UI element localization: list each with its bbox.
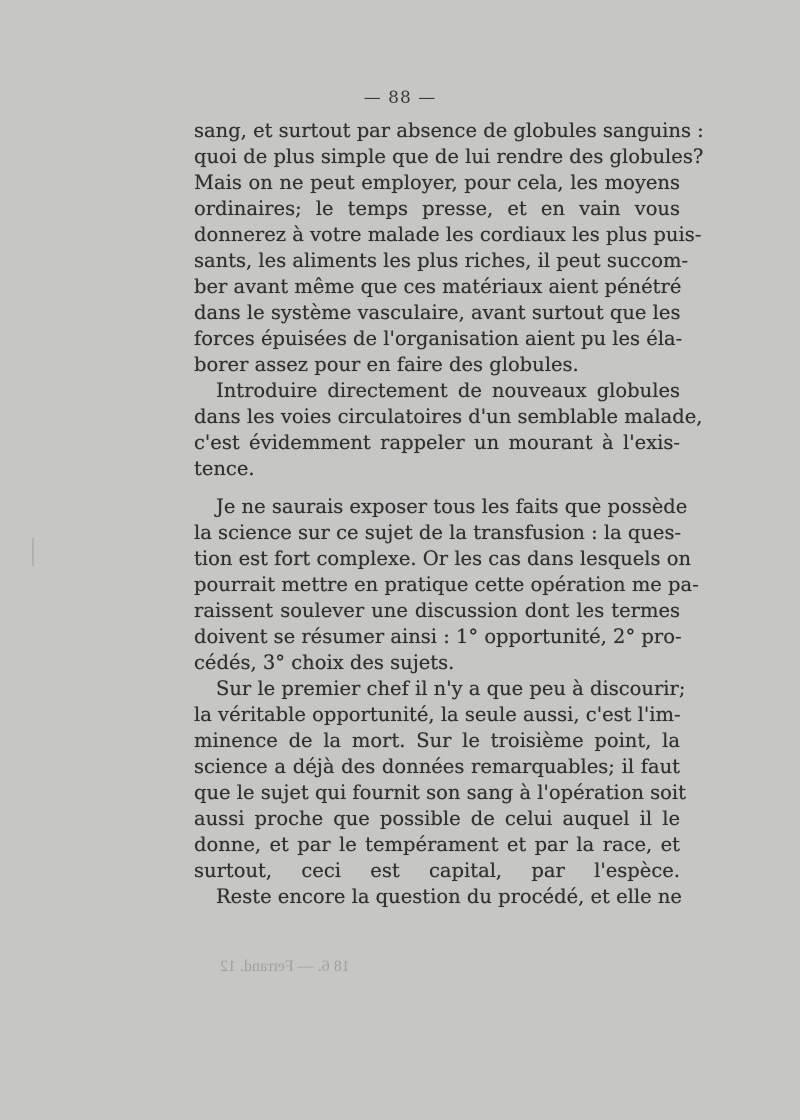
text-line: dans les voies circulatoires d'un semblable malade,	[194, 405, 703, 428]
bleed-through-footer: 18 6. — Ferrand. 12	[220, 958, 350, 975]
text-line: cédés, 3° choix des sujets.	[194, 651, 455, 674]
margin-mark	[32, 538, 34, 566]
text-line: raissent soulever une discussion dont les termes	[194, 599, 680, 622]
text-line: forces épuisées de l'organisation aient pu les éla-	[194, 327, 683, 350]
text-line: sang, et surtout par absence de globules sanguins :	[194, 119, 704, 142]
text-line: Je ne saurais exposer tous les faits que possède	[216, 495, 688, 518]
text-line: Reste encore la question du procédé, et elle ne	[216, 885, 682, 908]
text-line: sants, les aliments les plus riches, il peut succom-	[194, 249, 689, 272]
body-text	[194, 118, 704, 910]
text-line: surtout, ceci est capital, par l'espèce.	[194, 859, 680, 882]
text-line: ber avant même que ces matériaux aient pénétré	[194, 275, 682, 298]
text-line: pourrait mettre en pratique cette opération me pa-	[194, 573, 699, 596]
text-line: tion est fort complexe. Or les cas dans lesquels on	[194, 547, 692, 570]
text-line: Introduire directement de nouveaux globules	[216, 379, 680, 402]
text-line: ordinaires; le temps presse, et en vain vous	[194, 197, 680, 220]
text-line: minence de la mort. Sur le troisième point, la	[194, 729, 680, 752]
text-line: donne, et par le tempérament et par la race, et	[194, 833, 680, 856]
text-line: Mais on ne peut employer, pour cela, les moyens	[194, 171, 680, 194]
text-line: doivent se résumer ainsi : 1° opportunité, 2° pro-	[194, 625, 682, 648]
page-header	[0, 88, 800, 108]
text-line: c'est évidemment rappeler un mourant à l'exis-	[194, 431, 680, 454]
text-line: tence.	[194, 457, 255, 480]
text-line: quoi de plus simple que de lui rendre des globules?	[194, 145, 704, 168]
text-line: la science sur ce sujet de la transfusion : la ques-	[194, 521, 682, 544]
text-line: Sur le premier chef il n'y a que peu à discourir;	[216, 677, 686, 700]
text-line: science a déjà des données remarquables; il faut	[194, 755, 680, 778]
paragraph-gap	[194, 482, 680, 494]
text-line: que le sujet qui fournit son sang à l'opération soit	[194, 781, 686, 804]
text-line: aussi proche que possible de celui auquel il le	[194, 807, 680, 830]
text-line: donnerez à votre malade les cordiaux les plus puis-	[194, 223, 702, 246]
text-line: la véritable opportunité, la seule aussi, c'est l'im-	[194, 703, 681, 726]
text-line: borer assez pour en faire des globules.	[194, 353, 579, 376]
page-number: — 88 —	[363, 88, 437, 108]
text-line: dans le système vasculaire, avant surtout que les	[194, 301, 681, 324]
